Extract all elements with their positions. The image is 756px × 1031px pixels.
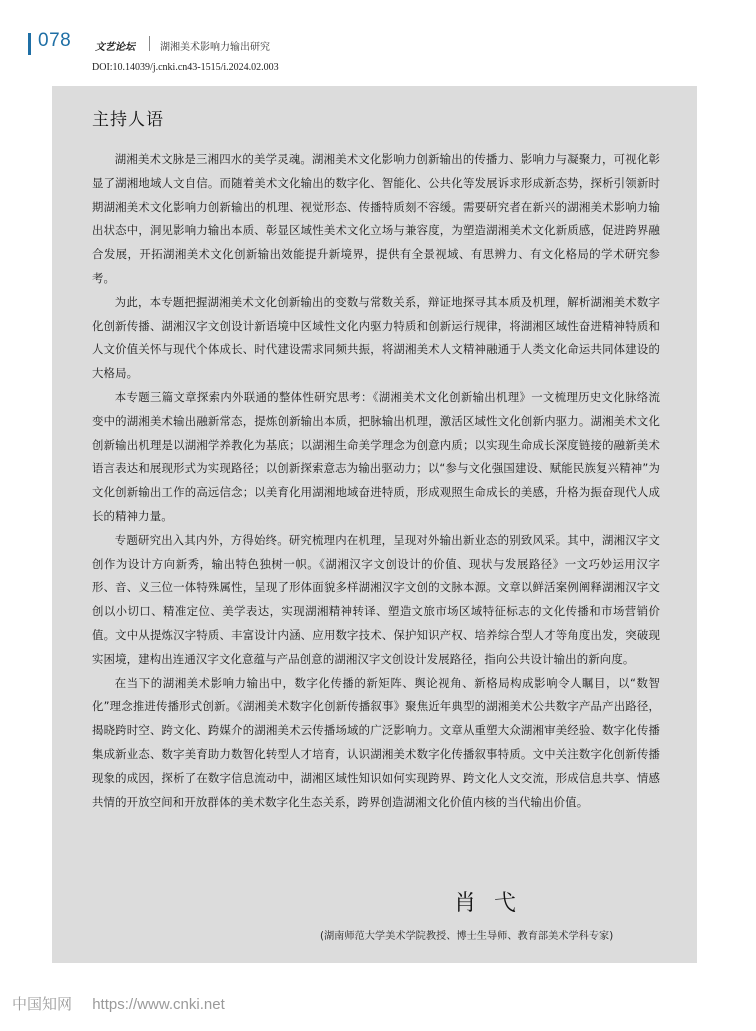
paragraph: 在当下的湖湘美术影响力输出中，数字化传播的新矩阵、舆论视角、新格局构成影响令人瞩目，以“数智化”理念推进传播形式创新。《湖湘美术数字化创新传播叙事》聚焦近年典型的湖湘美术公共数字产品产出路径，揭晓跨时空、跨文化、跨媒介的湖湘美术云传播场域的广泛影响力。文章从重塑大众湖湘审美经验、数字化传播集成新业态、数字美育助力数智化转型人才培育，认识湖湘美术数字化传播叙事特质。文中关注数字化创新传播现象的成因，探析了在数字信息流动中，湖湘区域性知识如何实现跨界、跨文化人文交流，形成信息共享、情感共情的开放空间和开放群体的美术数字化生态关系，跨界创造湖湘文化价值内核的当代输出价值。 [92,675,660,809]
header-separator [149,36,150,51]
paragraph: 为此，本专题把握湖湘美术文化创新输出的变数与常数关系，辩证地探寻其本质及机理，解析湖湘美术数字化创新传播、湖湘汉字文创设计新语境中区域性文化内驱力特质和创新运行规律，将湖湘区域性奋进精神特质和人文价值关怀与现代个体成长、时代建设需求同频共振，将湖湘美术人文精神融通于人类文化命运共同体建设的大格局。 [92,294,660,381]
paragraph: 专题研究出入其内外，方得始终。研究梳理内在机理，呈现对外输出新业态的别致风采。其中，湖湘汉字文创作为设计方向新秀，输出特色独树一帜。《湖湘汉字文创设计的价值、现状与发展路径》一文巧妙运用汉字形、音、义三位一体特殊属性，呈现了形体面貌多样湖湘汉字文创的文脉本源。文章以鲜活案例阐释湖湘汉字文创以小切口、精准定位、美学表达，实现湖湘精神转译、塑造文旅市场区域特征标志的文化传播和市场营销价值。文中从提炼汉字特质、丰富设计内涵、应用数字技术、保护知识产权、培养综合型人才等角度出发，突破现实困境，建构出连通汉字文化意蕴与产品创意的湖湘汉字文创设计发展路径，指向公共设计输出的新向度。 [92,532,660,666]
author-name: 肖弋 [454,891,535,916]
box-title: 主持人语 [92,110,164,130]
page-number: 078 [38,30,72,51]
doi[interactable]: DOI:10.14039/j.cnki.cn43-1515/i.2024.02.003 [92,62,279,73]
cnki-url[interactable]: https://www.cnki.net [92,996,225,1013]
host-remarks-box [52,86,697,963]
section-title: 湖湘美术影响力输出研究 [160,42,270,53]
paragraph: 本专题三篇文章探索内外联通的整体性研究思考：《湖湘美术文化创新输出机理》一文梳理历史文化脉络流变中的湖湘美术输出融新常态，提炼创新输出本质，把脉输出机理，激活区域性文化创新内驱力。湖湘美术文化创新输出机理是以湖湘学养教化为基底；以湖湘生命美学理念为创意内质；以实现生命成长深度链接的融新美术语言表达和展现形式为实现路径；以创新探索意志为输出驱动力；以“参与文化强国建设、赋能民族复兴精神”为文化创新输出工作的高远信念；以美育化用湖湘地域奋进特质，形成观照生命成长的美感，升格为振奋现代人成长的精神力量。 [92,389,660,523]
watermark-footer [12,993,241,1014]
page-header [0,0,756,86]
cnki-name: 中国知网 [12,996,73,1013]
header-rule [28,33,31,55]
body-text [92,148,660,814]
journal-name: 文艺论坛 [95,42,135,53]
paragraph: 湖湘美术文脉是三湘四水的美学灵魂。湖湘美术文化影响力创新输出的传播力、影响力与凝聚力，可视化彰显了湖湘地域人文自信。而随着美术文化输出的数字化、智能化、公共化等发展诉求形成新态势，探析引领新时期湖湘美术文化影响力创新输出的机理、视觉形态、传播特质刻不容缓。需要研究者在新兴的湖湘美术影响力输出状态中，洞见影响力输出本质、彰显区域性美术文化立场与兼容度，为塑造湖湘美术文化新质感，促进跨界融合发展，开拓湖湘美术文化创新输出效能提升新境界，提供有全景视域、有思辨力、有文化格局的学术研究参考。 [92,152,660,285]
author-affiliation: (湖南师范大学美术学院教授、博士生导师、教育部美术学科专家) [320,931,614,942]
